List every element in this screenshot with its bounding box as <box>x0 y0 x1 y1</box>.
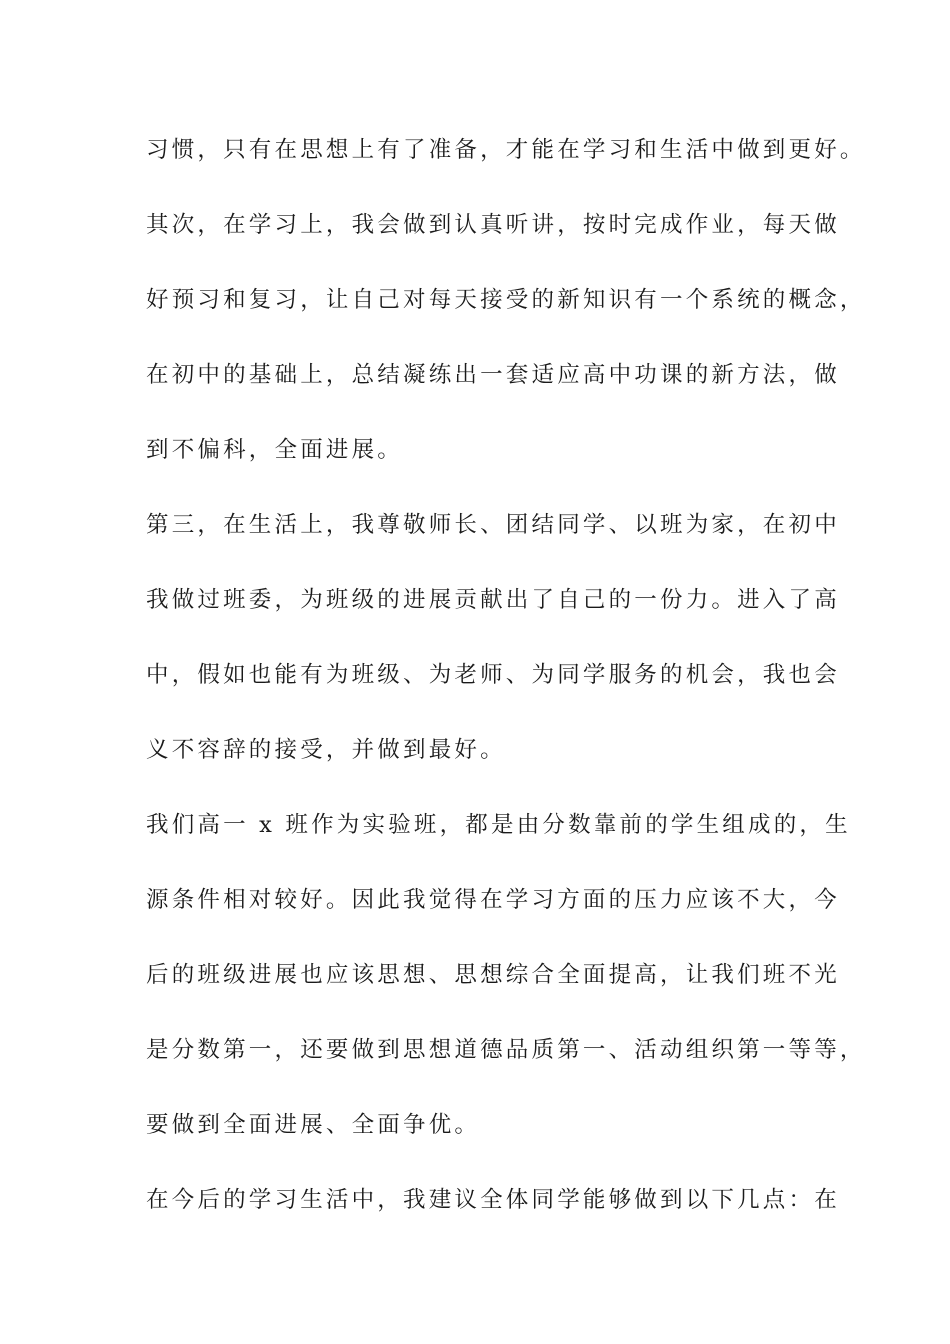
text-line: 我们高一 x 班作为实验班，都是由分数靠前的学生组成的，生 <box>146 812 851 838</box>
text-line: 在今后的学习生活中，我建议全体同学能够做到以下几点：在 <box>146 1187 840 1213</box>
text-line: 要做到全面进展、全面争优。 <box>146 1112 481 1138</box>
text-line: 我做过班委，为班级的进展贡献出了自己的一份力。进入了高 <box>146 587 840 613</box>
text-line: 后的班级进展也应该思想、思想综合全面提高，让我们班不光 <box>146 962 840 988</box>
text-line: 习惯，只有在思想上有了准备，才能在学习和生活中做到更好。 <box>146 137 866 163</box>
text-line: 源条件相对较好。因此我觉得在学习方面的压力应该不大，今 <box>146 887 840 913</box>
text-line: 中，假如也能有为班级、为老师、为同学服务的机会，我也会 <box>146 662 840 688</box>
text-line: 到不偏科，全面进展。 <box>146 437 404 463</box>
text-line: 义不容辞的接受，并做到最好。 <box>146 737 506 763</box>
text-line: 其次，在学习上，我会做到认真听讲，按时完成作业，每天做 <box>146 212 840 238</box>
text-line: 是分数第一，还要做到思想道德品质第一、活动组织第一等等， <box>146 1037 866 1063</box>
text-line: 在初中的基础上，总结凝练出一套适应高中功课的新方法，做 <box>146 362 840 388</box>
text-line: 好预习和复习，让自己对每天接受的新知识有一个系统的概念， <box>146 287 866 313</box>
text-line: 第三，在生活上，我尊敬师长、团结同学、以班为家，在初中 <box>146 512 840 538</box>
